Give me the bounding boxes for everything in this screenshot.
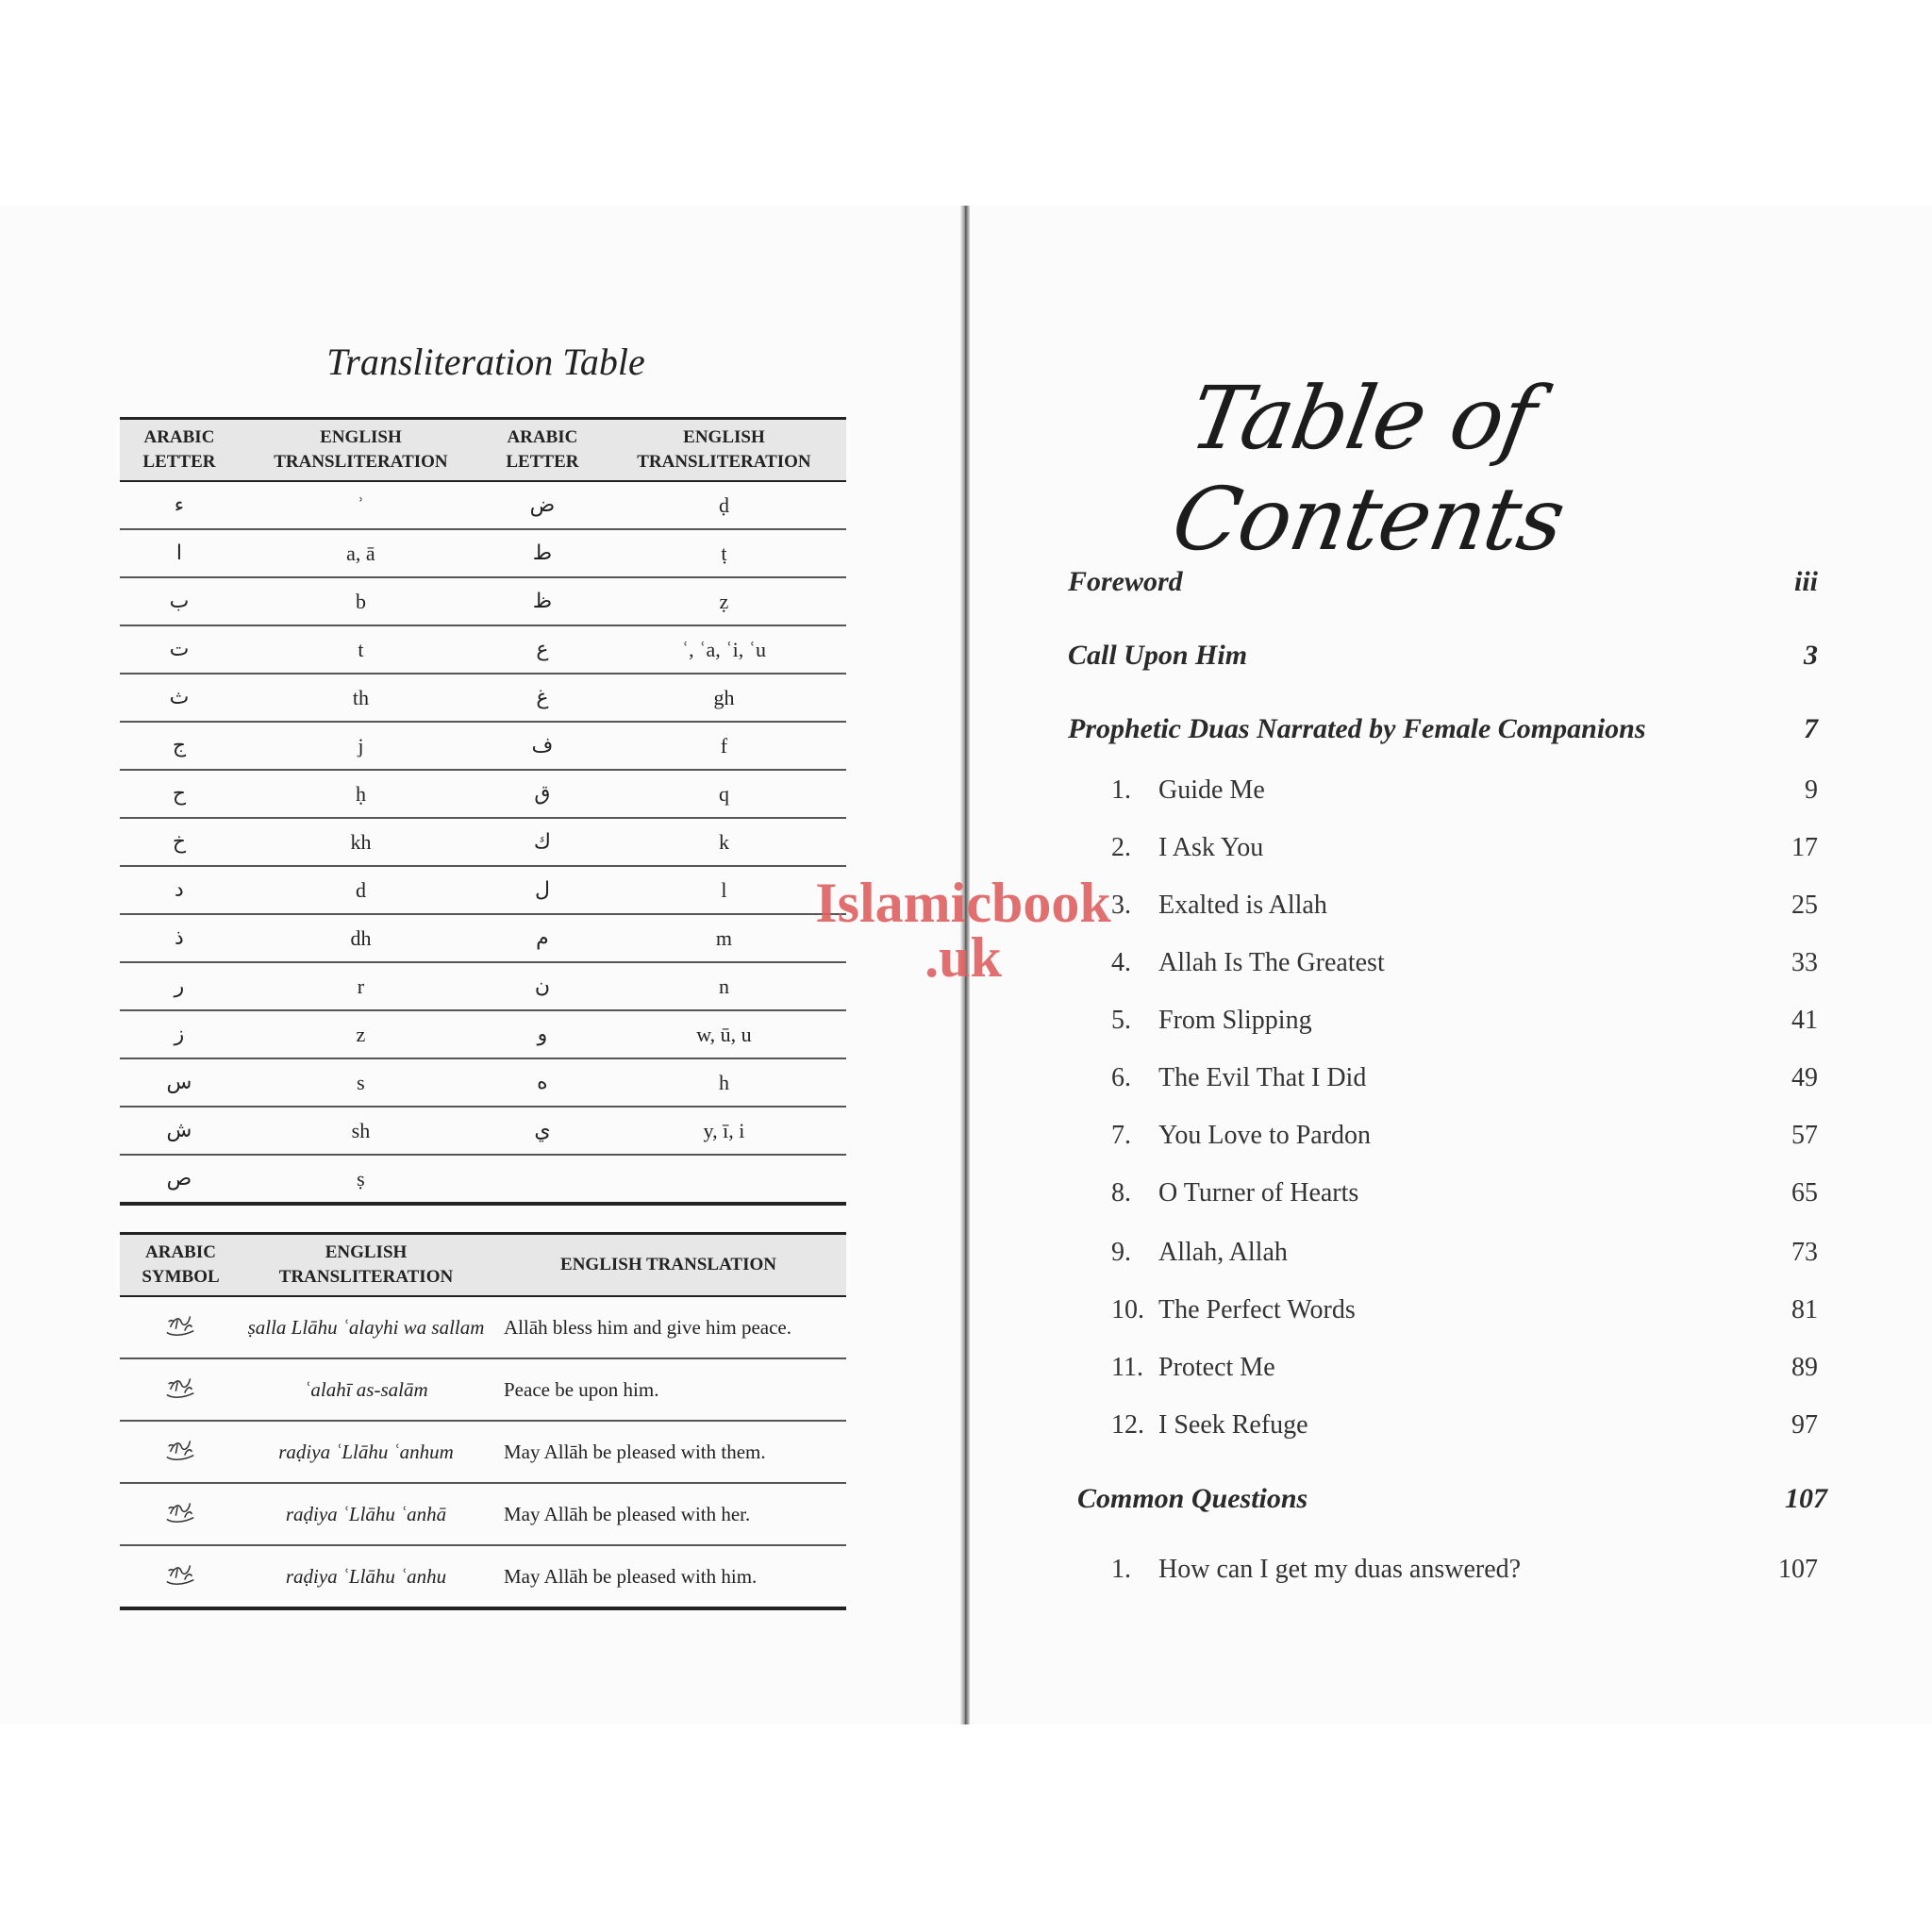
transliteration-table-title: Transliteration Table [326, 341, 645, 383]
toc-item-number: 12. [1111, 1410, 1144, 1440]
table-row [120, 962, 846, 1010]
translit-cell: w, ū, u [602, 1010, 846, 1058]
translit-cell: ʾ [239, 481, 483, 529]
translit-cell: z [239, 1010, 483, 1058]
translit-cell: ʿ, ʿa, ʿi, ʿu [602, 625, 846, 674]
toc-item[interactable] [1111, 833, 1818, 863]
table-row [120, 529, 846, 577]
symbol-translit-cell: raḍiya ʿLlāhu ʿanhā [242, 1483, 491, 1545]
translit-cell: r [239, 962, 483, 1010]
translit-cell: k [602, 818, 846, 866]
arabic-letter-cell: ط [483, 529, 602, 577]
symbol-translit-cell: ṣalla Llāhu ʿalayhi wa sallam [242, 1296, 491, 1358]
translit-cell: th [239, 674, 483, 722]
toc-page-number: 9 [1805, 775, 1818, 805]
translit-cell: ṭ [602, 529, 846, 577]
toc-page-number: 107 [1785, 1483, 1827, 1514]
header-english-translation: ENGLISH TRANSLATION [491, 1234, 846, 1297]
toc-page-number: 25 [1791, 891, 1818, 920]
translit-cell: j [239, 722, 483, 770]
toc-page-number: 97 [1791, 1410, 1818, 1440]
toc-entry-label: Prophetic Duas Narrated by Female Companions [1068, 713, 1646, 744]
symbol-translation-cell: May Allāh be pleased with her. [491, 1483, 846, 1545]
toc-entry-label: O Turner of Hearts [1158, 1178, 1359, 1208]
table-row [120, 1358, 846, 1421]
translit-cell: ẓ [602, 577, 846, 625]
translit-cell: ḍ [602, 481, 846, 529]
arabic-letter-cell: ق [483, 770, 602, 818]
toc-page-number: 49 [1791, 1063, 1818, 1092]
salla-allahu-alayhi-wa-sallam-icon [163, 1308, 199, 1341]
arabic-letter-cell: غ [483, 674, 602, 722]
table-row [120, 674, 846, 722]
toc-entry-label: From Slipping [1158, 1006, 1312, 1035]
translit-cell [602, 1155, 846, 1204]
radiya-allahu-anha-icon [163, 1495, 199, 1527]
table-row [120, 722, 846, 770]
arabic-letter-cell: ر [120, 962, 239, 1010]
arabic-letter-cell: س [120, 1058, 239, 1107]
toc-item[interactable] [1111, 1555, 1818, 1585]
symbol-translit-cell: ʿalahī as-salām [242, 1358, 491, 1421]
toc-page-number: 65 [1791, 1178, 1818, 1208]
table-row [120, 1107, 846, 1155]
toc-item-number: 6. [1111, 1063, 1131, 1092]
toc-entry-label: Allah, Allah [1158, 1238, 1288, 1267]
toc-entry-label: How can I get my duas answered? [1158, 1555, 1522, 1584]
toc-item[interactable] [1111, 1295, 1818, 1325]
arabic-letter-cell: ص [120, 1155, 239, 1204]
translit-cell: d [239, 866, 483, 914]
arabic-symbol-cell [120, 1483, 242, 1545]
table-row [120, 1058, 846, 1107]
table-row [120, 1155, 846, 1204]
toc-page-number: 107 [1778, 1555, 1818, 1584]
arabic-letter-cell: ذ [120, 914, 239, 962]
toc-item-number: 10. [1111, 1295, 1144, 1324]
header-english-translit-1: ENGLISH TRANSLITERATION [239, 419, 483, 482]
toc-entry-label: Common Questions [1077, 1483, 1308, 1514]
arabic-letter-cell: ج [120, 722, 239, 770]
table-row [120, 818, 846, 866]
toc-page-number: 89 [1791, 1353, 1818, 1382]
letters-table-body [120, 481, 846, 1204]
table-row [120, 1421, 846, 1483]
arabic-letter-cell: و [483, 1010, 602, 1058]
symbols-table-header [120, 1234, 846, 1297]
toc-item-number: 8. [1111, 1178, 1131, 1208]
symbol-translation-cell: Peace be upon him. [491, 1358, 846, 1421]
toc-page-number: 41 [1791, 1006, 1818, 1035]
translit-cell: s [239, 1058, 483, 1107]
toc-item-number: 4. [1111, 948, 1131, 977]
table-row [120, 577, 846, 625]
toc-section[interactable] [1068, 566, 1818, 598]
header-arabic-letter-2: ARABIC LETTER [483, 419, 602, 482]
translit-cell: n [602, 962, 846, 1010]
alayhi-as-salam-icon [163, 1371, 199, 1403]
translit-cell: m [602, 914, 846, 962]
table-row [120, 1545, 846, 1608]
toc-entry-label: Protect Me [1158, 1353, 1275, 1382]
translit-cell: ḥ [239, 770, 483, 818]
toc-item[interactable] [1111, 948, 1818, 978]
toc-entry-label: The Evil That I Did [1158, 1063, 1367, 1092]
arabic-symbol-cell [120, 1358, 242, 1421]
toc-item-number: 1. [1111, 775, 1131, 805]
toc-entry-label: Guide Me [1158, 775, 1265, 805]
arabic-letter-cell: ي [483, 1107, 602, 1155]
symbol-translation-cell: May Allāh be pleased with him. [491, 1545, 846, 1608]
arabic-letter-cell: ل [483, 866, 602, 914]
arabic-letter-cell: ء [120, 481, 239, 529]
table-row [120, 914, 846, 962]
arabic-letter-cell: ن [483, 962, 602, 1010]
toc-item-number: 11. [1111, 1353, 1143, 1382]
table-row [120, 770, 846, 818]
symbol-translation-cell: May Allāh be pleased with them. [491, 1421, 846, 1483]
toc-page-number: iii [1793, 566, 1818, 597]
toc-entry-label: Exalted is Allah [1158, 891, 1327, 920]
translit-cell: a, ā [239, 529, 483, 577]
header-arabic-symbol: ARABIC SYMBOL [120, 1234, 242, 1297]
toc-item[interactable] [1111, 1238, 1818, 1268]
toc-item[interactable] [1111, 1006, 1818, 1036]
arabic-letter-cell: ف [483, 722, 602, 770]
toc-page-number: 3 [1804, 640, 1818, 671]
toc-entry-label: Allah Is The Greatest [1158, 948, 1385, 977]
table-row [120, 481, 846, 529]
translit-cell: gh [602, 674, 846, 722]
table-row [120, 625, 846, 674]
arabic-letter-cell: ش [120, 1107, 239, 1155]
toc-item-number: 7. [1111, 1121, 1131, 1150]
symbol-translit-cell: raḍiya ʿLlāhu ʿanhu [242, 1545, 491, 1608]
table-row [120, 866, 846, 914]
header-english-translit: ENGLISH TRANSLITERATION [242, 1234, 491, 1297]
toc-page-number: 7 [1804, 713, 1818, 744]
arabic-symbol-cell [120, 1296, 242, 1358]
table-row [120, 1010, 846, 1058]
arabic-letter-cell: ا [120, 529, 239, 577]
arabic-symbol-cell [120, 1421, 242, 1483]
toc-entry-label: Foreword [1068, 566, 1183, 597]
toc-section[interactable] [1068, 640, 1818, 672]
toc-page-number: 57 [1791, 1121, 1818, 1150]
toc-item[interactable] [1111, 1063, 1818, 1093]
toc-item-number: 9. [1111, 1238, 1131, 1267]
translit-cell: b [239, 577, 483, 625]
translit-cell: q [602, 770, 846, 818]
toc-item[interactable] [1111, 1353, 1818, 1383]
table-row [120, 1483, 846, 1545]
toc-section[interactable] [1068, 713, 1818, 745]
toc-entry-label: Call Upon Him [1068, 640, 1248, 671]
toc-item[interactable] [1111, 891, 1818, 921]
toc-page-number: 17 [1791, 833, 1818, 862]
table-row [120, 1296, 846, 1358]
toc-entry-label: You Love to Pardon [1158, 1121, 1372, 1150]
arabic-letter-cell: ز [120, 1010, 239, 1058]
arabic-symbol-cell [120, 1545, 242, 1608]
translit-cell: t [239, 625, 483, 674]
arabic-letter-cell: ض [483, 481, 602, 529]
toc-item-number: 1. [1111, 1555, 1131, 1584]
symbols-table [120, 1232, 846, 1610]
arabic-letter-cell: ب [120, 577, 239, 625]
toc-section[interactable] [1077, 1483, 1827, 1515]
arabic-letter-cell: د [120, 866, 239, 914]
watermark-line-1: Islamicbook [815, 872, 1111, 934]
arabic-letter-cell: خ [120, 818, 239, 866]
toc-page-number: 73 [1791, 1238, 1818, 1267]
toc-item-number: 5. [1111, 1006, 1131, 1035]
toc-item[interactable] [1111, 1178, 1818, 1208]
arabic-letter-cell [483, 1155, 602, 1204]
translit-cell: dh [239, 914, 483, 962]
arabic-letter-cell: ظ [483, 577, 602, 625]
translit-cell: y, ī, i [602, 1107, 846, 1155]
header-english-translit-2: ENGLISH TRANSLITERATION [602, 419, 846, 482]
arabic-letter-cell: م [483, 914, 602, 962]
toc-item[interactable] [1111, 775, 1818, 806]
toc-item[interactable] [1111, 1410, 1818, 1441]
toc-entry-label: I Seek Refuge [1158, 1410, 1308, 1440]
symbol-translit-cell: raḍiya ʿLlāhu ʿanhum [242, 1421, 491, 1483]
arabic-letter-cell: ح [120, 770, 239, 818]
toc-item[interactable] [1111, 1121, 1818, 1151]
radiya-allahu-anhum-icon [163, 1433, 199, 1465]
letters-table [120, 417, 846, 1206]
arabic-letter-cell: ث [120, 674, 239, 722]
toc-item-number: 2. [1111, 833, 1131, 862]
letters-table-header [120, 419, 846, 482]
arabic-letter-cell: ع [483, 625, 602, 674]
translit-cell: h [602, 1058, 846, 1107]
toc-page-number: 81 [1791, 1295, 1818, 1324]
arabic-letter-cell: ت [120, 625, 239, 674]
toc-page-number: 33 [1791, 948, 1818, 977]
header-arabic-letter-1: ARABIC LETTER [120, 419, 239, 482]
translit-cell: kh [239, 818, 483, 866]
translit-cell: ṣ [239, 1155, 483, 1204]
watermark-line-2: .uk [924, 926, 1002, 989]
arabic-letter-cell: ه [483, 1058, 602, 1107]
radiya-allahu-anhu-icon [163, 1557, 199, 1590]
toc-entry-label: The Perfect Words [1158, 1295, 1356, 1324]
translit-cell: f [602, 722, 846, 770]
symbol-translation-cell: Allāh bless him and give him peace. [491, 1296, 846, 1358]
toc-entry-label: I Ask You [1158, 833, 1264, 862]
translit-cell: l [602, 866, 846, 914]
symbols-table-body [120, 1296, 846, 1608]
translit-cell: sh [239, 1107, 483, 1155]
watermark [798, 872, 1128, 989]
arabic-letter-cell: ك [483, 818, 602, 866]
toc-item-number: 3. [1111, 891, 1131, 920]
table-of-contents-title: Table of Contents [1165, 368, 1572, 570]
